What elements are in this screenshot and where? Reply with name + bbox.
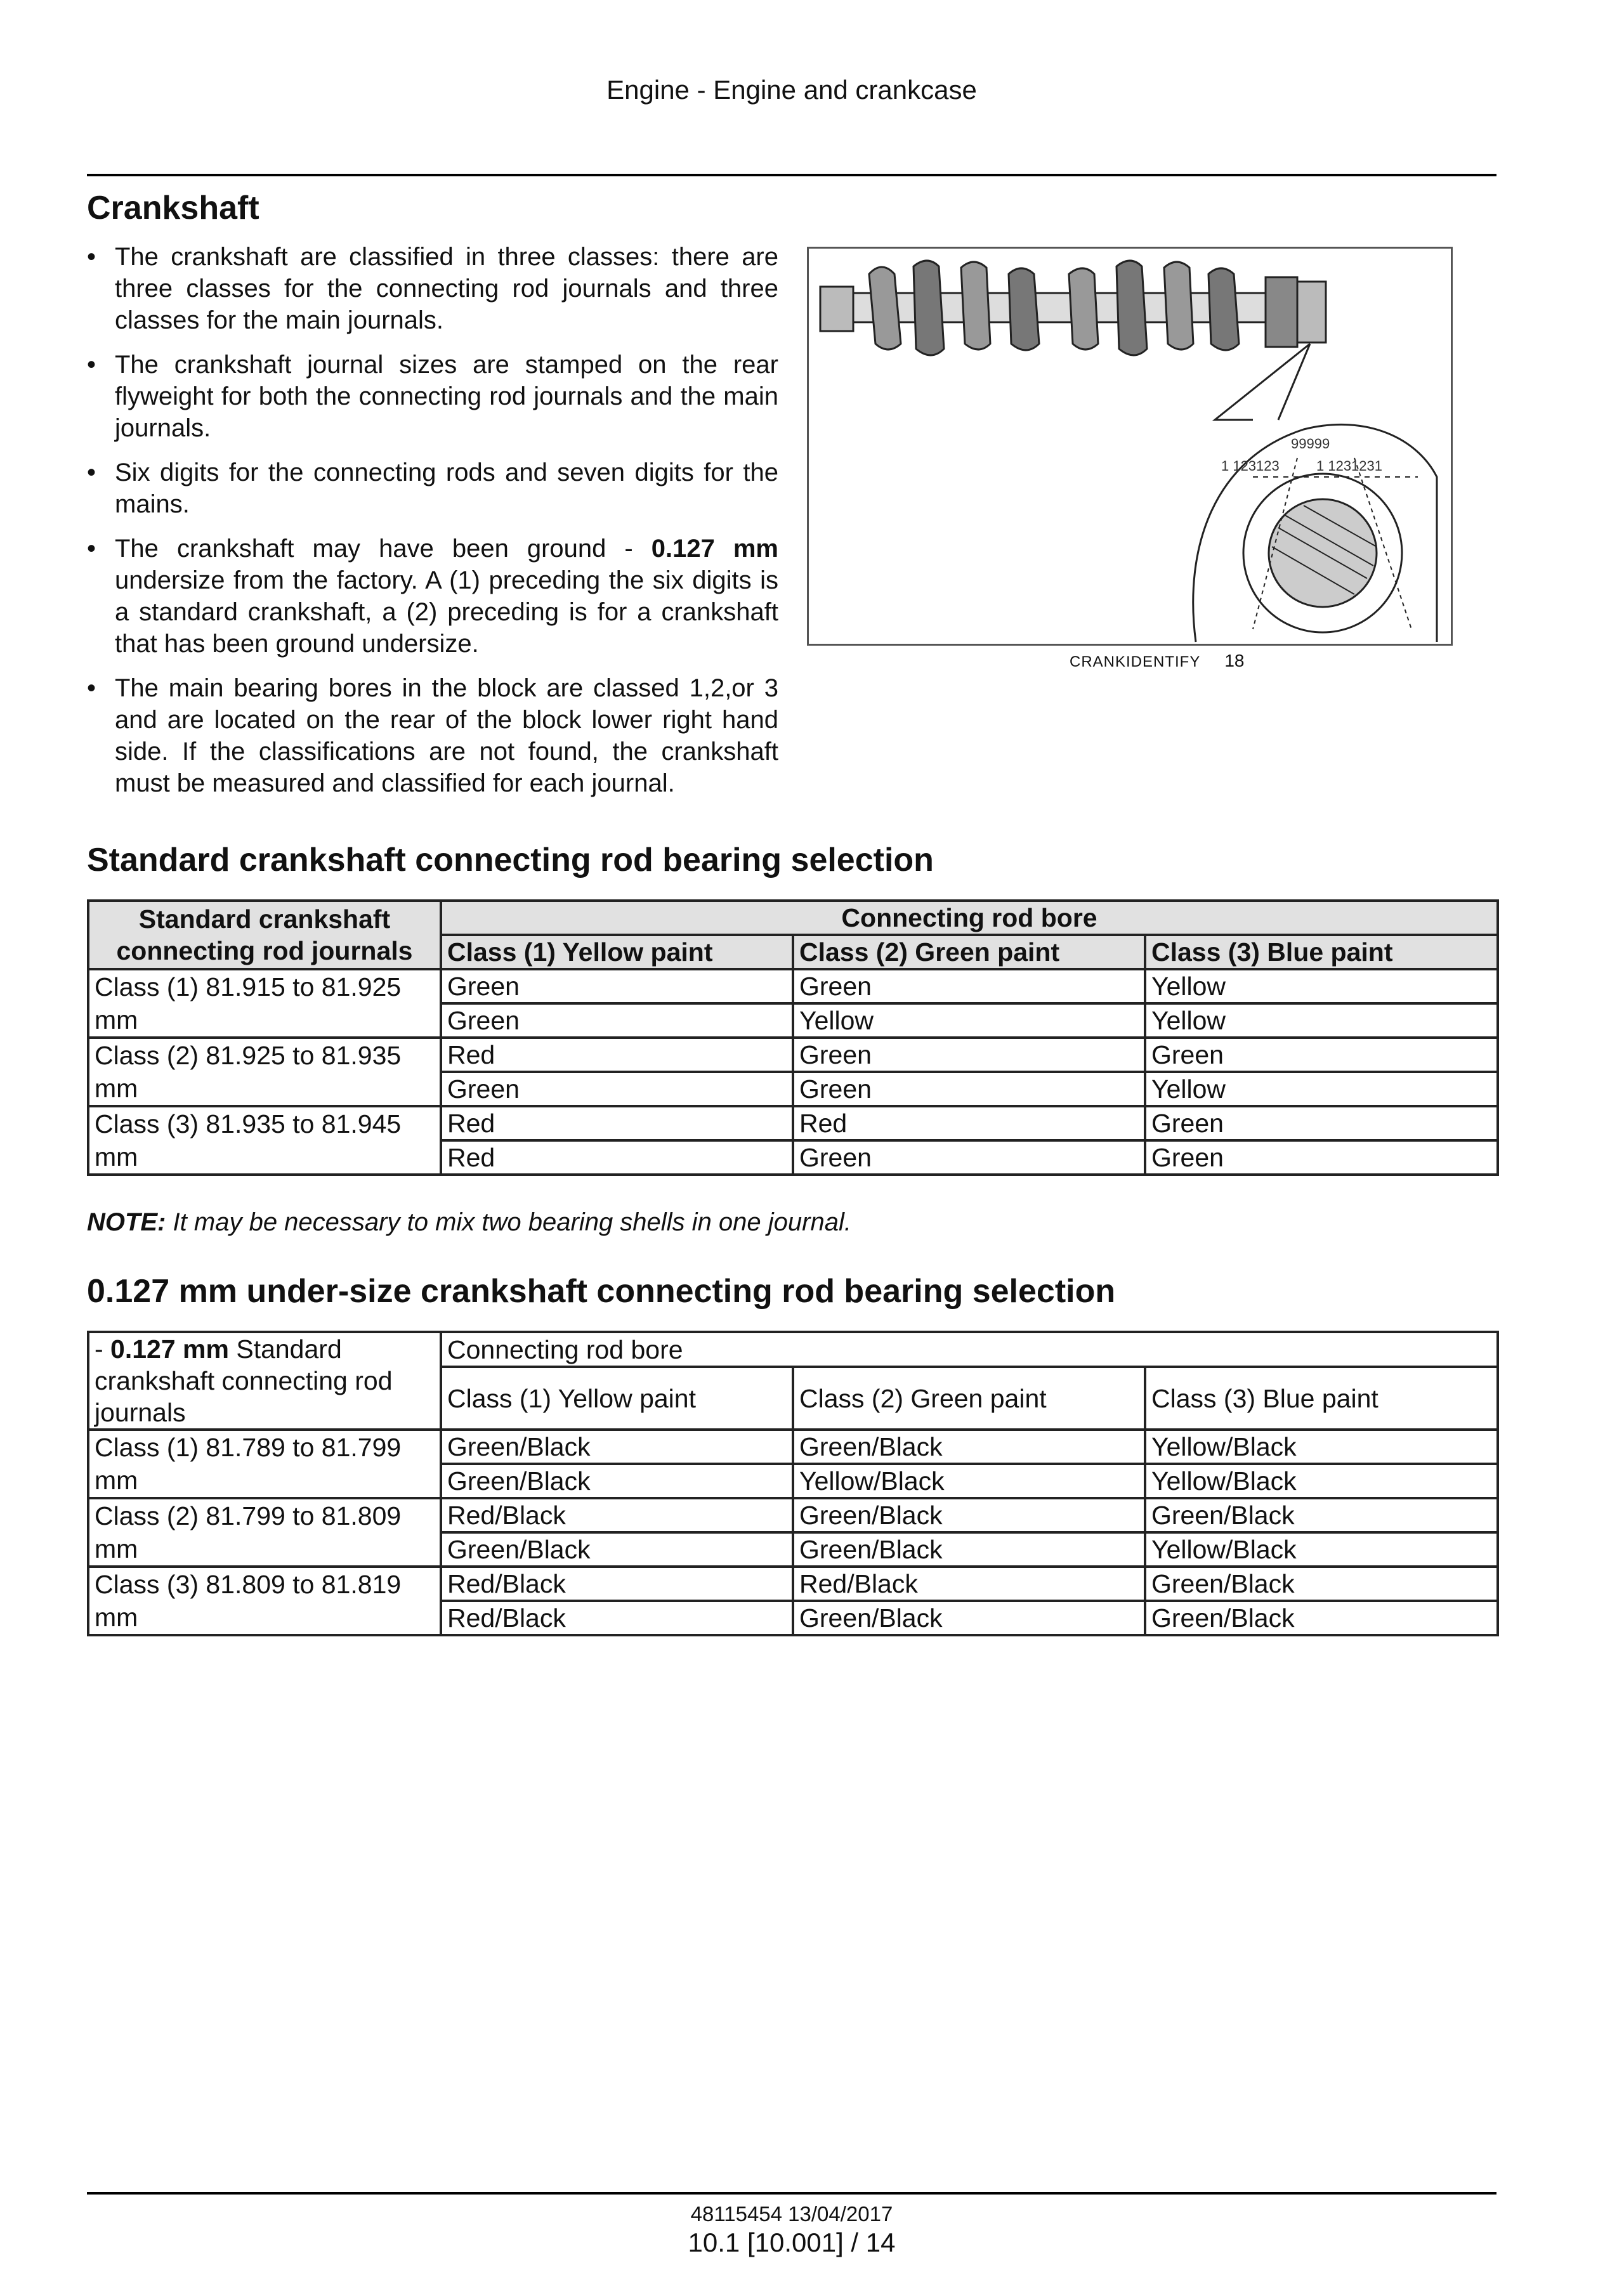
table-cell: Red/Black <box>441 1498 793 1532</box>
bullet-item: • The crankshaft are classified in three classes: there are three classes for the connecting rod journals and three classes for the main journals. <box>87 241 778 336</box>
header-rule <box>87 174 1496 176</box>
table-cell: Red <box>441 1106 793 1140</box>
table-cell: Red/Black <box>793 1567 1145 1601</box>
table-cell: Green <box>441 1003 793 1038</box>
corner-prefix: - <box>95 1334 111 1364</box>
table-cell: Green <box>1145 1140 1498 1175</box>
table-cell: Green/Black <box>1145 1567 1498 1601</box>
column-header: Class (1) Yellow paint <box>441 1367 793 1430</box>
table-cell: Red <box>441 1038 793 1072</box>
table-cell: Red <box>441 1140 793 1175</box>
corner-text: Standard crankshaft connecting rod journals <box>95 1334 393 1427</box>
crankshaft-bullet-list <box>87 241 778 812</box>
figure-caption-code: CRANKIDENTIFY <box>1070 653 1201 670</box>
table-cell: Yellow/Black <box>1145 1532 1498 1567</box>
table-row <box>88 1567 1498 1601</box>
footer-page-reference: 10.1 [10.001] / 14 <box>688 2228 896 2257</box>
table-cell: Green/Black <box>441 1532 793 1567</box>
table-cell: Yellow <box>793 1003 1145 1038</box>
journal-class-cell: Class (1) 81.789 to 81.799 mm <box>88 1430 441 1498</box>
table-cell: Green <box>441 969 793 1003</box>
crankshaft-drawing <box>809 249 1451 644</box>
column-header: Class (1) Yellow paint <box>441 935 793 969</box>
bullet-text: undersize from the factory. A (1) preceding the six digits is a standard crankshaft, a (2) preceding is for a crankshaft that has been ground undersize. <box>115 566 778 658</box>
running-header: Engine - Engine and crankcase <box>606 75 977 105</box>
table-cell: Yellow/Black <box>1145 1430 1498 1464</box>
stamp-left-text: 1 123123 <box>1221 458 1280 474</box>
table-cell: Green/Black <box>793 1532 1145 1567</box>
journal-class-cell: Class (3) 81.935 to 81.945 mm <box>88 1106 441 1175</box>
column-header: Class (2) Green paint <box>793 935 1145 969</box>
bullet-item: • The main bearing bores in the block are classed 1,2,or 3 and are located on the rear of the block lower right hand side. If the classifications are not found, the crankshaft must be measured and classified for each journal. <box>87 672 778 799</box>
journal-class-cell: Class (2) 81.925 to 81.935 mm <box>88 1038 441 1106</box>
table-cell: Green/Black <box>793 1430 1145 1464</box>
group-header: Connecting rod bore <box>441 1332 1498 1367</box>
journal-class-cell: Class (3) 81.809 to 81.819 mm <box>88 1567 441 1635</box>
column-header: Class (2) Green paint <box>793 1367 1145 1430</box>
table-cell: Red/Black <box>441 1601 793 1635</box>
footer-document-reference: 48115454 13/04/2017 <box>690 2202 893 2226</box>
table-cell: Yellow/Black <box>793 1464 1145 1498</box>
table-row <box>88 1106 1498 1140</box>
corner-header: Standard crankshaft connecting rod journals <box>88 901 441 969</box>
crankshaft-identification-figure <box>807 247 1453 646</box>
table-row <box>88 1498 1498 1532</box>
table-cell: Green/Black <box>1145 1498 1498 1532</box>
figure-caption <box>1070 651 1245 671</box>
journal-class-cell: Class (2) 81.799 to 81.809 mm <box>88 1498 441 1567</box>
bullet-item: • Six digits for the connecting rods and seven digits for the mains. <box>87 457 778 520</box>
table-cell: Yellow <box>1145 969 1498 1003</box>
table-cell: Green/Black <box>793 1601 1145 1635</box>
table-header-row <box>88 1332 1498 1367</box>
section-heading-standard-selection: Standard crankshaft connecting rod bearing selection <box>87 842 934 878</box>
corner-bold-value: 0.127 mm <box>110 1334 229 1364</box>
note-label: NOTE: <box>87 1208 166 1236</box>
column-header: Class (3) Blue paint <box>1145 1367 1498 1430</box>
crankshaft-sketch <box>820 261 1437 642</box>
column-header: Class (3) Blue paint <box>1145 935 1498 969</box>
table-cell: Green <box>793 1140 1145 1175</box>
note <box>87 1208 851 1237</box>
bullet-item: • The crankshaft journal sizes are stamped on the rear flyweight for both the connecting rod journals and the main journals. <box>87 349 778 444</box>
bullet-bold-value: 0.127 mm <box>651 535 778 563</box>
standard-bearing-selection-table <box>87 899 1499 1176</box>
table-cell: Yellow/Black <box>1145 1464 1498 1498</box>
table-cell: Green/Black <box>441 1430 793 1464</box>
table-cell: Green <box>1145 1106 1498 1140</box>
table-cell: Green <box>793 1072 1145 1106</box>
bullet-item <box>87 533 778 660</box>
stamp-right-text: 1 1231231 <box>1316 458 1382 474</box>
table-row <box>88 1038 1498 1072</box>
table-row <box>88 1430 1498 1464</box>
journal-class-cell: Class (1) 81.915 to 81.925 mm <box>88 969 441 1038</box>
table-cell: Green/Black <box>793 1498 1145 1532</box>
undersize-bearing-selection-table <box>87 1331 1499 1636</box>
group-header: Connecting rod bore <box>441 901 1498 935</box>
table-cell: Green <box>1145 1038 1498 1072</box>
table-cell: Yellow <box>1145 1072 1498 1106</box>
table-header-row <box>88 901 1498 935</box>
table-cell: Yellow <box>1145 1003 1498 1038</box>
section-heading-crankshaft: Crankshaft <box>87 190 259 226</box>
corner-header <box>88 1332 441 1430</box>
table-cell: Red/Black <box>441 1567 793 1601</box>
stamp-top-text: 99999 <box>1291 436 1330 452</box>
table-cell: Green/Black <box>441 1464 793 1498</box>
figure-caption-number: 18 <box>1224 651 1245 670</box>
table-cell: Green <box>441 1072 793 1106</box>
footer-rule <box>87 2192 1496 2195</box>
section-heading-undersize-selection: 0.127 mm under-size crankshaft connecting rod bearing selection <box>87 1273 1116 1310</box>
bullet-text: The crankshaft may have been ground - <box>115 535 652 563</box>
table-cell: Green/Black <box>1145 1601 1498 1635</box>
table-row <box>88 969 1498 1003</box>
table-cell: Red <box>793 1106 1145 1140</box>
note-text: It may be necessary to mix two bearing shells in one journal. <box>166 1208 851 1236</box>
table-cell: Green <box>793 1038 1145 1072</box>
table-cell: Green <box>793 969 1145 1003</box>
